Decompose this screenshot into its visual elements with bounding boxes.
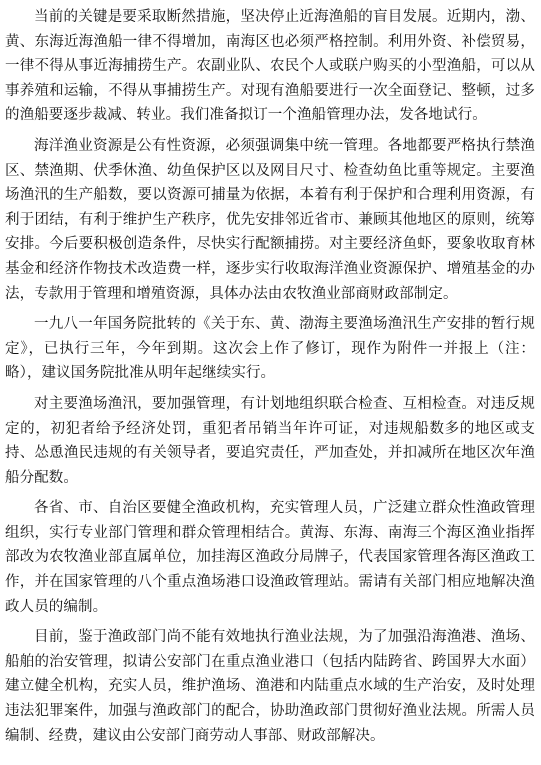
paragraph-2: 海洋渔业资源是公有性资源，必须强调集中统一管理。各地都要严格执行禁渔区、禁渔期、伏季休渔、幼鱼保护区以及网目尺寸、检查幼鱼比重等规定。主要渔场渔汛的生产船数，要以资源可捕量为依据，本着有利于保护和合理利用资源，有利于团结，有利于维护生产秩序，优先安排邻近省市、兼顾其他地区的原则，统筹安排。今后要积极创造条件，尽快实行配额捕捞。对主要经济鱼虾，要象收取育林基金和经济作物技术改造费一样，逐步实行收取海洋渔业资源保护、增殖基金的办法，专款用于管理和增殖资源，具体办法由农牧渔业部商财政部制定。 <box>5 137 535 302</box>
paragraph-1: 当前的关键是要采取断然措施，坚决停止近海渔船的盲目发展。近期内，渤、黄、东海近海渔船一律不得增加，南海区也必须严格控制。利用外资、补偿贸易，一律不得从事近海捕捞生产。农副业队、农民个人或联户购买的小型渔船，可以从事养殖和运输，不得从事捕捞生产。对现有渔船要进行一次全面登记、整顿，过多的渔船要逐步裁减、转业。我们准备拟订一个渔船管理办法，发各地试行。 <box>5 9 535 124</box>
paragraph-5: 各省、市、自治区要健全渔政机构，充实管理人员，广泛建立群众性渔政管理组织，实行专业部门管理和群众管理相结合。黄海、东海、南海三个海区渔业指挥部改为农牧渔业部直属单位，加挂海区渔政分局牌子，代表国家管理各海区渔政工作，并在国家管理的八个重点渔场港口设渔政管理站。需请有关部门相应地解决渔政人员的编制。 <box>5 500 535 615</box>
paragraph-6: 目前，鉴于渔政部门尚不能有效地执行渔业法规，为了加强沿海渔港、渔场、船舶的治安管理，拟请公安部门在重点渔业港口（包括内陆跨省、跨国界大水面）建立健全机构，充实人员，维护渔场、渔港和内陆重点水域的生产治安，及时处理违法犯罪案件，加强与渔政部门的配合，协助渔政部门贯彻好渔业法规。所需人员编制、经费，建议由公安部门商劳动人事部、财政部解决。 <box>5 629 535 744</box>
paragraph-3: 一九八一年国务院批转的《关于东、黄、渤海主要渔场渔汛生产安排的暂行规定》，已执行三年，今年到期。这次会上作了修订，现作为附件一并报上（注：略），建议国务院批准从明年起继续实行。 <box>5 316 535 382</box>
paragraph-4: 对主要渔场渔汛，要加强管理，有计划地组织联合检查、互相检查。对违反规定的，初犯者给予经济处罚，重犯者吊销当年许可证，对违规船数多的地区或支持、怂恿渔民违规的有关领导者，要追究责任，严加查处，并扣减所在地区次年渔船分配数。 <box>5 395 535 486</box>
